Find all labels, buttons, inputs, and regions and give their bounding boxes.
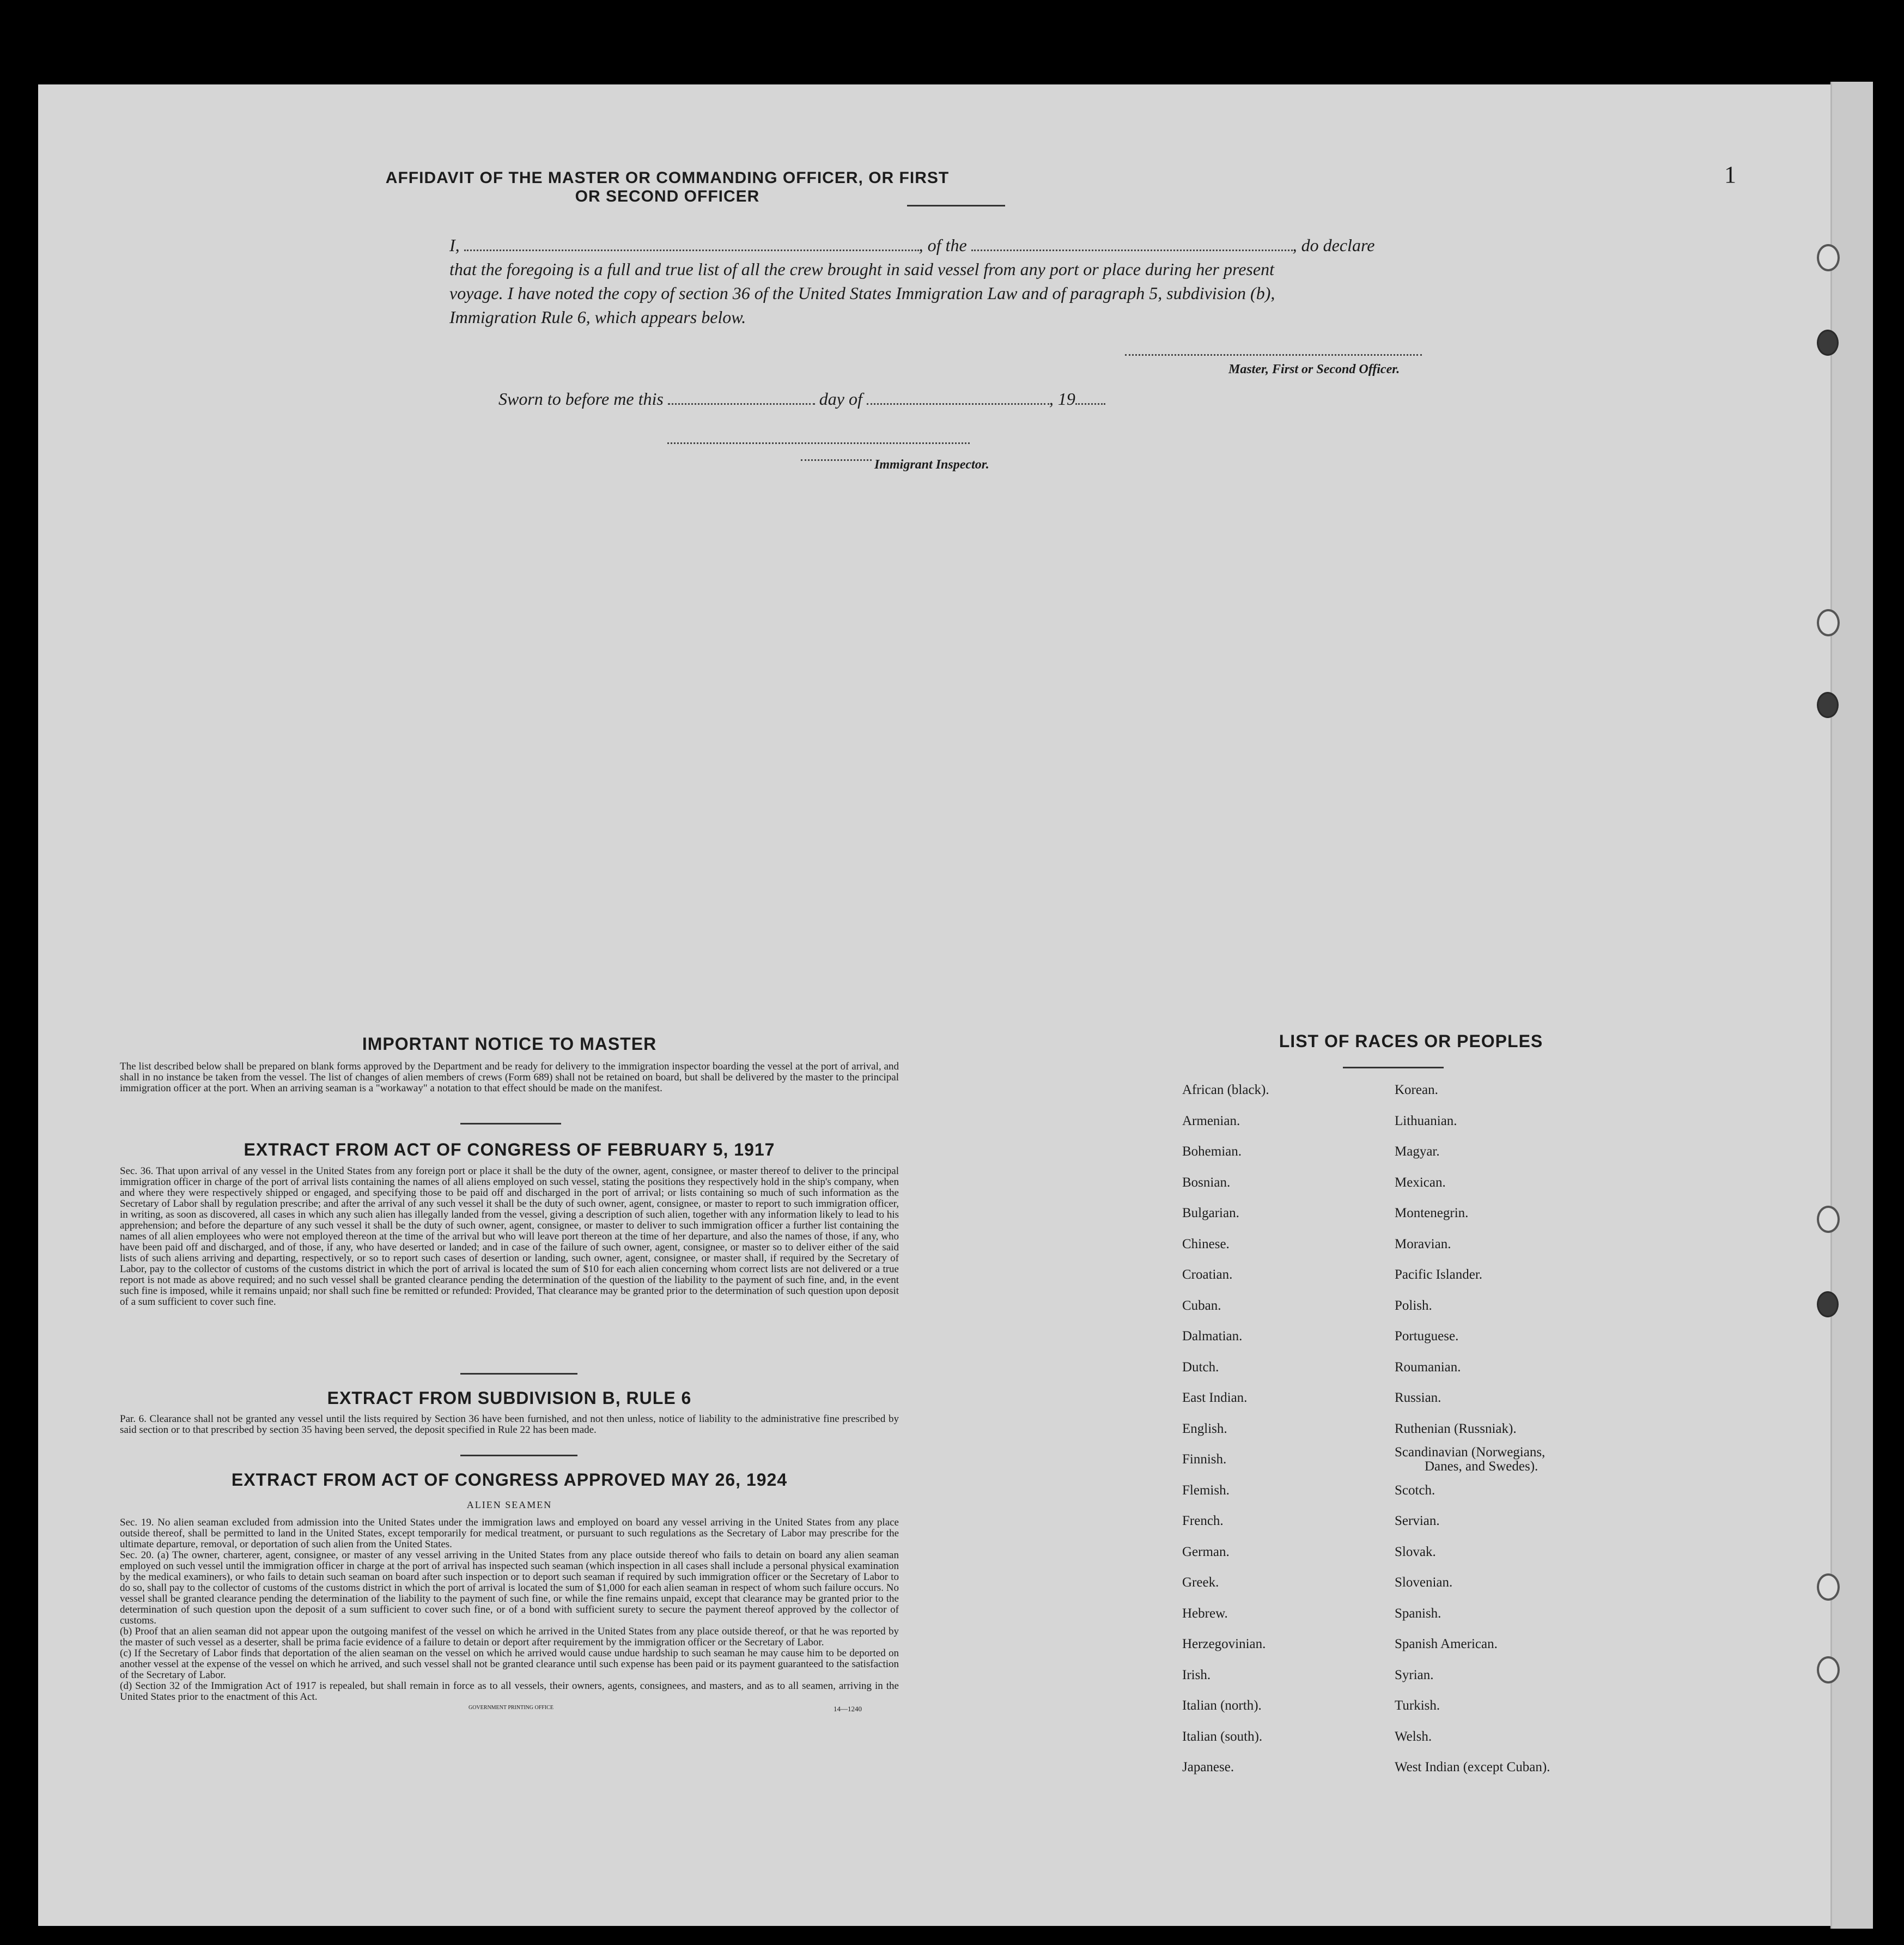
sworn-month-blank[interactable] — [867, 403, 1049, 405]
races-divider — [1343, 1067, 1444, 1068]
race-item: Irish. — [1182, 1667, 1211, 1682]
year-prefix: , 19 — [1049, 389, 1075, 409]
notice-text: The list described below shall be prepared on blank forms approved by the Department and be ready for delivery to the immigration inspector boarding the vessel at the port of arrival, and shall in no instance be taken from the vessel. The list of changes of alien members of crews (Form 689) shall not be retained on board, but shall be delivered by the master to the principal immigration officer at the port. When an arriving seaman is a "workaway" a notation to that effect should be made on the manifest. — [120, 1061, 899, 1094]
race-item: Slovak. — [1395, 1544, 1436, 1559]
race-item: German. — [1182, 1544, 1230, 1559]
extract-rule6-text: Par. 6. Clearance shall not be granted any vessel until the lists required by Section 36 have been furnished, and not then unless, notice of liability to the administrative fine prescribed by said section or to that prescribed by section 35 having been served, the deposit specified in Rule 22 has been made. — [120, 1413, 899, 1436]
printer-name: GOVERNMENT PRINTING OFFICE — [469, 1705, 553, 1711]
race-item: English. — [1182, 1421, 1227, 1436]
race-item: Bohemian. — [1182, 1144, 1242, 1159]
sec-20c-text: (c) If the Secretary of Labor finds that deportation of the alien seaman on the vessel on which he arrived would cause undue hardship to such seaman he may cause him to be deported on another vessel at the expense of the vessel on which he arrived, and such vessel shall not be granted clearance until such expense has been paid or its payment guaranteed to the satisfaction of the Secretary of Labor. — [120, 1648, 899, 1681]
race-item: Slovenian. — [1395, 1575, 1453, 1590]
race-item: East Indian. — [1182, 1390, 1248, 1405]
binder-hole — [1817, 692, 1839, 718]
race-item: Croatian. — [1182, 1267, 1233, 1282]
race-item: West Indian (except Cuban). — [1395, 1760, 1550, 1774]
race-item: Korean. — [1395, 1083, 1438, 1097]
race-item: French. — [1182, 1514, 1224, 1528]
title-divider — [907, 205, 1005, 206]
race-item: African (black). — [1182, 1083, 1269, 1097]
extract-1917-text: Sec. 36. That upon arrival of any vessel in the United States from any foreign port or place it shall be the duty of the owner, agent, consignee, or master thereof to deliver to the principal immigration officer in charge of the port of arrival lists containing the names of all aliens employed on such vessel, stating the positions they respectively hold in the ship's company, when and where they were respectively shipped or engaged, and specifying those to be paid off and discharged in the port of arrival; or lists containing so much of such information as the Secretary of Labor shall by regulation prescribe; and after the arrival of any such vessel it shall be the duty of such owner, agent, consignee, or master to report to such immigration officer, in writing, as soon as discovered, all cases in which any such alien has illegally landed from the vessel, giving a description of such alien, together with any information likely to lead to his apprehension; and before the departure of any such vessel it shall be the duty of such owner, agent, consignee, or master to deliver to such immigration officer a further list containing the names of all alien employees who were not employed thereon at the time of the arrival but who will leave port thereon at the time of her departure, and also the names of those, if any, who have been paid off and discharged, and of those, if any, who have deserted or landed; and in case of the failure of such owner, agent, consignee, or master so to deliver either of the said lists of such aliens arriving and departing, respectively, or so to report such cases of desertion or landing, such owner, agent, consignee, or master shall, if required by the Secretary of Labor, pay to the collector of customs of the customs district in which the port of arrival is located the sum of $10 for each alien concerning whom correct lists are not delivered or a true report is not made as above required; and no such vessel shall be granted clearance pending the determination of the question of the liability to the payment of such fine, and, in the event such fine is imposed, while it remains unpaid; nor shall such fine be remitted or refunded: Provided, That clearance may be granted prior to the determination of such question upon deposit of a sum sufficient to cover such fine. — [120, 1165, 899, 1308]
race-item: Armenian. — [1182, 1113, 1240, 1128]
race-item: Polish. — [1395, 1298, 1432, 1313]
binder-hole — [1817, 1656, 1840, 1683]
race-item: Spanish. — [1395, 1606, 1441, 1621]
races-right-column — [1395, 1083, 1550, 1791]
declare-label: , do declare — [1292, 235, 1375, 255]
race-item: Greek. — [1182, 1575, 1219, 1590]
margin-mark: 1 — [1724, 161, 1736, 188]
race-item: Lithuanian. — [1395, 1113, 1457, 1128]
race-item: Scotch. — [1395, 1482, 1435, 1498]
race-item: Cuban. — [1182, 1298, 1221, 1313]
race-item: Bosnian. — [1182, 1175, 1231, 1190]
race-item: Magyar. — [1395, 1144, 1440, 1159]
sec-20d-text: (d) Section 32 of the Immigration Act of 1917 is repealed, but shall remain in force as to all vessels, their owners, agents, consignees, and masters, and as to all seamen, arriving in the United States prior to the enactment of this Act. — [120, 1680, 899, 1703]
race-item: Bulgarian. — [1182, 1206, 1239, 1220]
day-of-label: day of — [819, 389, 862, 409]
race-item: Moravian. — [1395, 1236, 1451, 1251]
declarant-prefix: I, — [449, 235, 460, 255]
binder-hole — [1817, 330, 1839, 356]
inspector-label: Immigrant Inspector. — [874, 458, 989, 472]
inspector-dots — [801, 459, 872, 461]
alien-seamen-subtitle: ALIEN SEAMEN — [466, 1499, 552, 1510]
page-edge-strip — [1830, 82, 1873, 1929]
affidavit-line2: that the foregoing is a full and true list of all the crew brought in said vessel from any port or place during her present — [449, 259, 1274, 279]
race-item: Syrian. — [1395, 1667, 1434, 1682]
race-item: Chinese. — [1182, 1236, 1230, 1251]
binder-hole — [1817, 1206, 1840, 1233]
sworn-line — [498, 389, 1207, 409]
race-item: Flemish. — [1182, 1482, 1230, 1498]
race-item: Herzegovinian. — [1182, 1637, 1266, 1651]
race-item: Montenegrin. — [1395, 1206, 1469, 1220]
race-item: Roumanian. — [1395, 1359, 1461, 1375]
declarant-name-blank[interactable] — [464, 250, 919, 251]
affidavit-line3: voyage. I have noted the copy of section 36 of the United States Immigration Law and of paragraph 5, subdivision (b), — [449, 283, 1275, 303]
race-item: Scandinavian (Norwegians, — [1395, 1445, 1546, 1460]
race-item-scandinavian — [1395, 1445, 1550, 1476]
race-item: Spanish American. — [1395, 1637, 1498, 1651]
section-divider — [460, 1373, 577, 1375]
sec-19-text: Sec. 19. No alien seaman excluded from admission into the United States under the immigration laws and employed on board any vessel arriving in the United States from any place outside thereof, shall be permitted to land in the United States, except temporarily for medical treatment, or pursuant to such regulations as the Secretary of Labor may prescribe for the ultimate departure, removal, or deportation of such alien from the United States. — [120, 1517, 899, 1550]
master-signature-label: Master, First or Second Officer. — [1228, 362, 1400, 376]
form-number: 14—1240 — [834, 1705, 862, 1713]
race-item: Finnish. — [1182, 1452, 1227, 1467]
extract-1924-title: EXTRACT FROM ACT OF CONGRESS APPROVED MAY 26, 1924 — [231, 1470, 788, 1490]
binder-hole — [1817, 244, 1840, 271]
vessel-name-blank[interactable] — [971, 250, 1293, 251]
extract-1917-title: EXTRACT FROM ACT OF CONGRESS OF FEBRUARY 5, 1917 — [244, 1140, 775, 1159]
affidavit-line4: Immigration Rule 6, which appears below. — [449, 307, 746, 327]
race-item-continued: Danes, and Swedes). — [1425, 1459, 1538, 1474]
sworn-year-blank[interactable] — [1075, 403, 1105, 405]
race-item: Turkish. — [1395, 1698, 1440, 1713]
race-item: Portuguese. — [1395, 1329, 1459, 1344]
sworn-label: Sworn to before me this — [498, 389, 664, 409]
race-item: Dalmatian. — [1182, 1329, 1243, 1344]
race-item: Dutch. — [1182, 1359, 1219, 1375]
of-the-label: , of the — [918, 235, 967, 255]
section-divider — [460, 1123, 561, 1125]
binder-hole — [1817, 1573, 1840, 1601]
notice-title: IMPORTANT NOTICE TO MASTER — [362, 1034, 657, 1054]
races-title: LIST OF RACES OR PEOPLES — [1279, 1031, 1543, 1051]
race-item: Welsh. — [1395, 1729, 1432, 1744]
races-left-column — [1182, 1083, 1269, 1791]
race-item: Hebrew. — [1182, 1606, 1228, 1621]
sec-20a-text: Sec. 20. (a) The owner, charterer, agent, consignee, or master of any vessel arriving in the United States from any place outside thereof who fails to detain on board any alien seaman employed on such vessel until the immigration officer in charge at the port of arrival has inspected such seaman (which inspection in all cases shall include a personal physical examination by the medical examiners), or who fails to detain such seaman on board after such inspection or to deport such seaman if required by such immigration officer or the Secretary of Labor to do so, shall pay to the collector of customs of the customs district in which the port of arrival is located the sum of $1,000 for each alien seaman in respect of whom such failure occurs. No vessel shall be granted clearance pending the determination of the liability to the payment of such fine, or while the fine remains unpaid, except that clearance may be granted prior to the determination of such question upon the deposit of a sum sufficient to cover such fine, or of a bond with sufficient surety to secure the payment thereof approved by the collector of customs. — [120, 1549, 899, 1626]
affidavit-title: AFFIDAVIT OF THE MASTER OR COMMANDING OFFICER, OR FIRST OR SECOND OFFICER — [385, 169, 950, 205]
binder-hole — [1817, 1291, 1839, 1317]
affidavit-line1 — [449, 235, 1468, 256]
section-divider — [460, 1455, 577, 1456]
race-item: Russian. — [1395, 1390, 1441, 1405]
sec-20b-text: (b) Proof that an alien seaman did not appear upon the outgoing manifest of the vessel on which he arrived in the United States from any place outside thereof, or that he was reported by the master of such vessel as a deserter, shall be prima facie evidence of a failure to detain or deport after requirement by the immigration officer or the Secretary of Labor. — [120, 1626, 899, 1648]
printer-line — [120, 1705, 899, 1715]
binder-hole — [1817, 609, 1840, 636]
race-item: Japanese. — [1182, 1760, 1234, 1774]
race-item: Pacific Islander. — [1395, 1267, 1483, 1282]
race-item: Italian (south). — [1182, 1729, 1263, 1744]
race-item: Mexican. — [1395, 1175, 1446, 1190]
master-signature-blank[interactable] — [1125, 354, 1422, 356]
extract-1924-body — [120, 1517, 899, 1715]
race-item: Ruthenian (Russniak). — [1395, 1421, 1517, 1436]
extract-rule6-title: EXTRACT FROM SUBDIVISION B, RULE 6 — [327, 1388, 692, 1408]
race-item: Italian (north). — [1182, 1698, 1262, 1713]
sworn-day-blank[interactable] — [668, 403, 815, 405]
race-item: Servian. — [1395, 1514, 1440, 1528]
inspector-signature-blank[interactable] — [667, 442, 970, 444]
